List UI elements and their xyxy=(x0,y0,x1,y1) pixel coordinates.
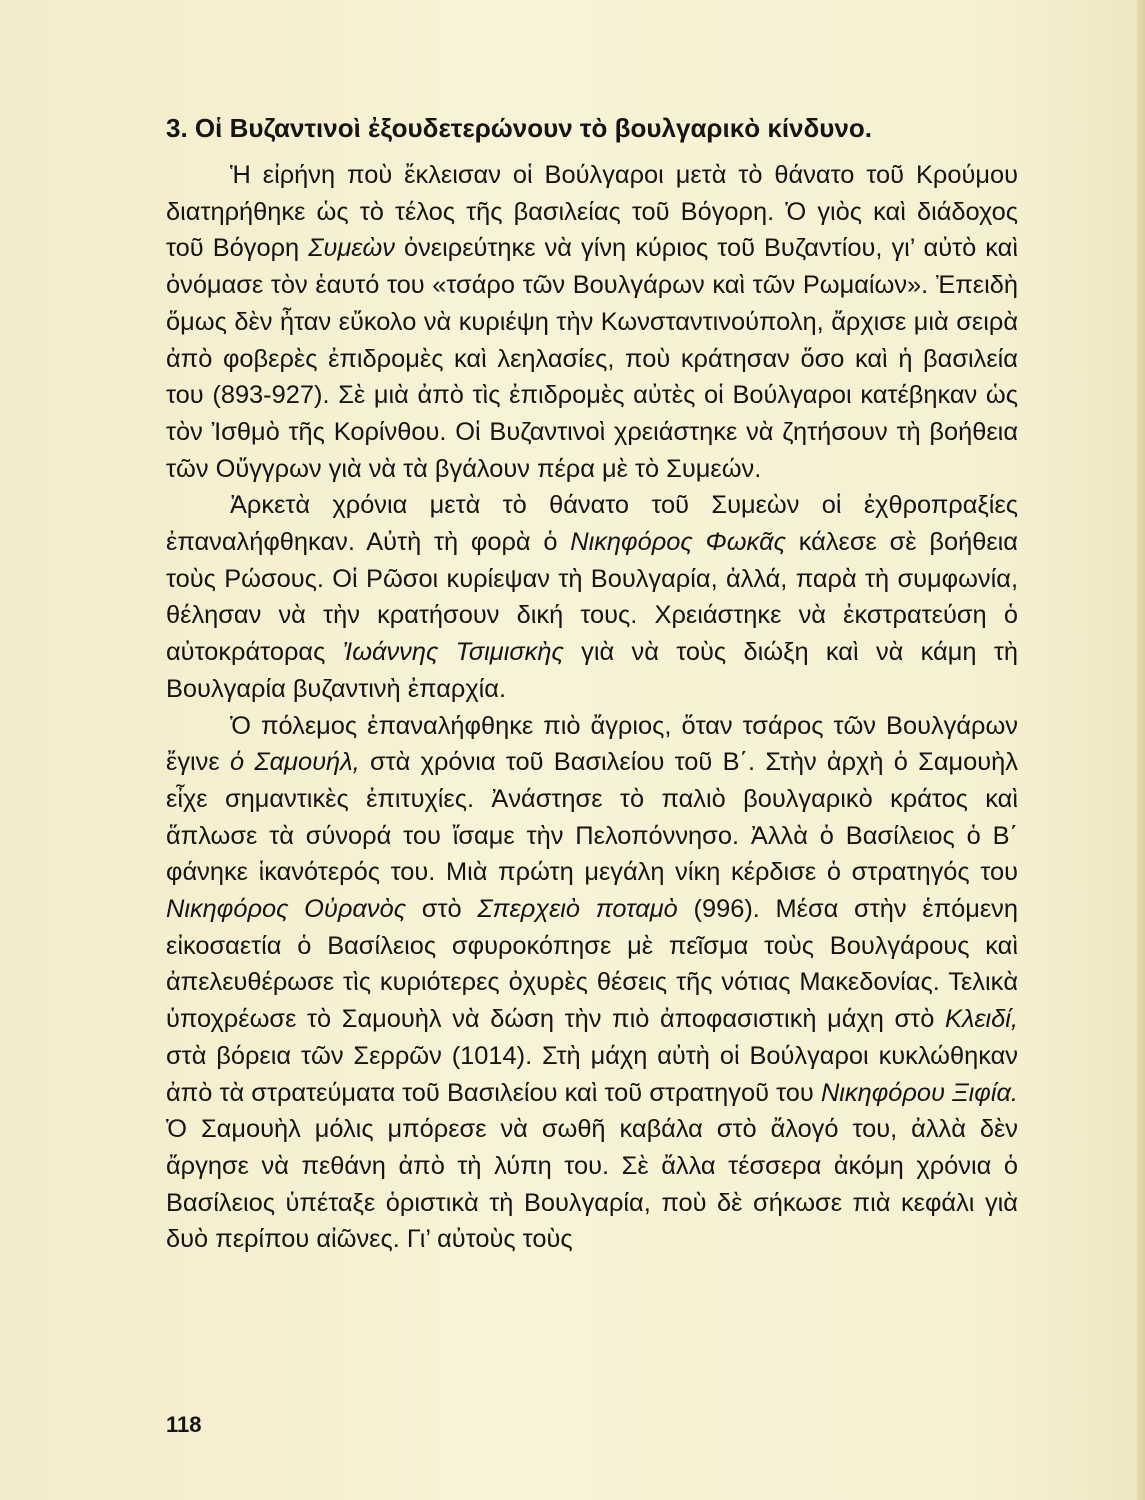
text-run: στὰ βόρεια τῶν Σερρῶν (1014). Στὴ μάχη αὐτὴ οἱ Βούλγαροι κυκλώθηκαν ἀπὸ τὰ στρατεύματα τοῦ Βασιλείου καὶ τοῦ στρατηγοῦ του xyxy=(166,1041,1018,1107)
italic-term: ὁ Σαμουήλ, xyxy=(229,748,360,777)
body-text xyxy=(166,157,1018,1258)
italic-term: Ἰωάννης Τσιμισκὴς xyxy=(342,638,564,667)
paragraph xyxy=(166,708,1018,1259)
paragraph xyxy=(166,487,1018,707)
text-run: Ὁ Σαμουὴλ μόλις μπόρεσε νὰ σωθῆ καβάλα στὸ ἄλογό του, ἀλλὰ δὲν ἄργησε νὰ πεθάνη ἀπὸ τὴ λύπη του. Σὲ ἄλλα τέσσερα ἀκόμη χρόνια ὁ Βασίλειος ὑπέταξε ὁριστικὰ τὴ Βουλγαρία, ποὺ δὲ σήκωσε πιὰ κεφάλι γιὰ δυὸ περίπου αἰῶνες. Γι’ αὐτοὺς τοὺς xyxy=(166,1115,1018,1254)
text-run: Ὁ πόλεμος ἐπαναλήφθηκε πιὸ ἄγριος, ὅταν τσάρος τῶν Βουλγάρων ἔγινε xyxy=(166,711,1018,777)
text-run: Ἡ εἰρήνη ποὺ ἔκλεισαν οἱ Βούλγαροι μετὰ τὸ θάνατο τοῦ Κρούμου διατηρήθηκε ὡς τὸ τέλος τῆς βασιλείας τοῦ Βόγορη. Ὁ γιὸς καὶ διάδοχος τοῦ Βόγορη xyxy=(166,161,1018,263)
italic-term: Νικηφόρος Φωκᾶς xyxy=(570,528,787,557)
italic-term: Σπερχειὸ ποταμὸ xyxy=(477,895,678,924)
page-edge xyxy=(1137,0,1145,1500)
section-heading: 3. Οἱ Βυζαντινοὶ ἐξουδετερώνουν τὸ βουλγαρικὸ κίνδυνο. xyxy=(166,113,872,143)
page-number: 118 xyxy=(166,1412,202,1437)
text-run: (996). Μέσα στὴν ἑπόμενη εἰκοσαετία ὁ Βασίλειος σφυροκόπησε μὲ πεῖσμα τοὺς Βουλγάρους καὶ ἀπελευθέρωσε τὶς κυριότερες ὀχυρὲς θέσεις τῆς νότιας Μακεδονίας. Τελικὰ ὑποχρέωσε τὸ Σαμουὴλ νὰ δώση τὴν πιὸ ἀποφασιστικὴ μάχη στὸ xyxy=(166,895,1018,1034)
text-run: στὰ χρόνια τοῦ Βασιλείου τοῦ Β΄. Στὴν ἀρχὴ ὁ Σαμουὴλ εἶχε σημαντικὲς ἐπιτυχίες. Ἀνάστησε τὸ παλιὸ βουλγαρικὸ κράτος καὶ ἅπλωσε τὰ σύνορά του ἴσαμε τὴν Πελοπόννησο. Ἀλλὰ ὁ Βασίλειος ὁ Β΄ φάνηκε ἱκανότερός του. Μιὰ πρώτη μεγάλη νίκη κέρδισε ὁ στρατηγός του xyxy=(166,748,1018,887)
italic-term: Συμεὼν xyxy=(308,234,395,263)
paragraph xyxy=(166,157,1018,487)
text-run: γιὰ νὰ τοὺς διώξη καὶ νὰ κάμη τὴ Βουλγαρία βυζαντινὴ ἐπαρχία. xyxy=(166,638,1018,703)
text-run: ὀνειρεύτηκε νὰ γίνη κύριος τοῦ Βυζαντίου, γι’ αὐτὸ καὶ ὀνόμασε τὸν ἑαυτό του «τσάρο τῶν Βουλγάρων καὶ τῶν Ρωμαίων». Ἐπειδὴ ὅμως δὲν ἦταν εὔκολο νὰ κυριέψη τὴν Κωνσταντινούπολη, ἄρχισε μιὰ σειρὰ ἀπὸ φοβερὲς ἐπιδρομὲς καὶ λεηλασίες, ποὺ κράτησαν ὅσο καὶ ἡ βασιλεία του (893-927). Σὲ μιὰ ἀπὸ τὶς ἐπιδρομὲς αὐτὲς οἱ Βούλγαροι κατέβηκαν ὡς τὸν Ἰσθμὸ τῆς Κορίνθου. Οἱ Βυζαντινοὶ χρειάστηκε νὰ ζητήσουν τὴ βοήθεια τῶν Οὔγγρων γιὰ νὰ τὰ βγάλουν πέρα μὲ τὸ Συμεών. xyxy=(166,234,1018,483)
text-run: στὸ xyxy=(406,895,478,924)
text-run: Ἀρκετὰ χρόνια μετὰ τὸ θάνατο τοῦ Συμεὼν οἱ ἐχθροπραξίες ἐπαναλήφθηκαν. Αὐτὴ τὴ φορὰ ὁ xyxy=(166,491,1018,557)
italic-term: Νικηφόρος Οὐρανὸς xyxy=(166,895,407,924)
italic-term: Κλειδί, xyxy=(944,1005,1018,1034)
italic-term: Νικηφόρου Ξιφία. xyxy=(820,1078,1018,1107)
text-run: κάλεσε σὲ βοήθεια τοὺς Ρώσους. Οἱ Ρῶσοι κυρίεψαν τὴ Βουλγαρία, ἀλλά, παρὰ τὴ συμφωνία, θέλησαν νὰ τὴν κρατήσουν δική τους. Χρειάστηκε νὰ ἐκστρατεύση ὁ αὐτοκράτορας xyxy=(166,528,1018,667)
